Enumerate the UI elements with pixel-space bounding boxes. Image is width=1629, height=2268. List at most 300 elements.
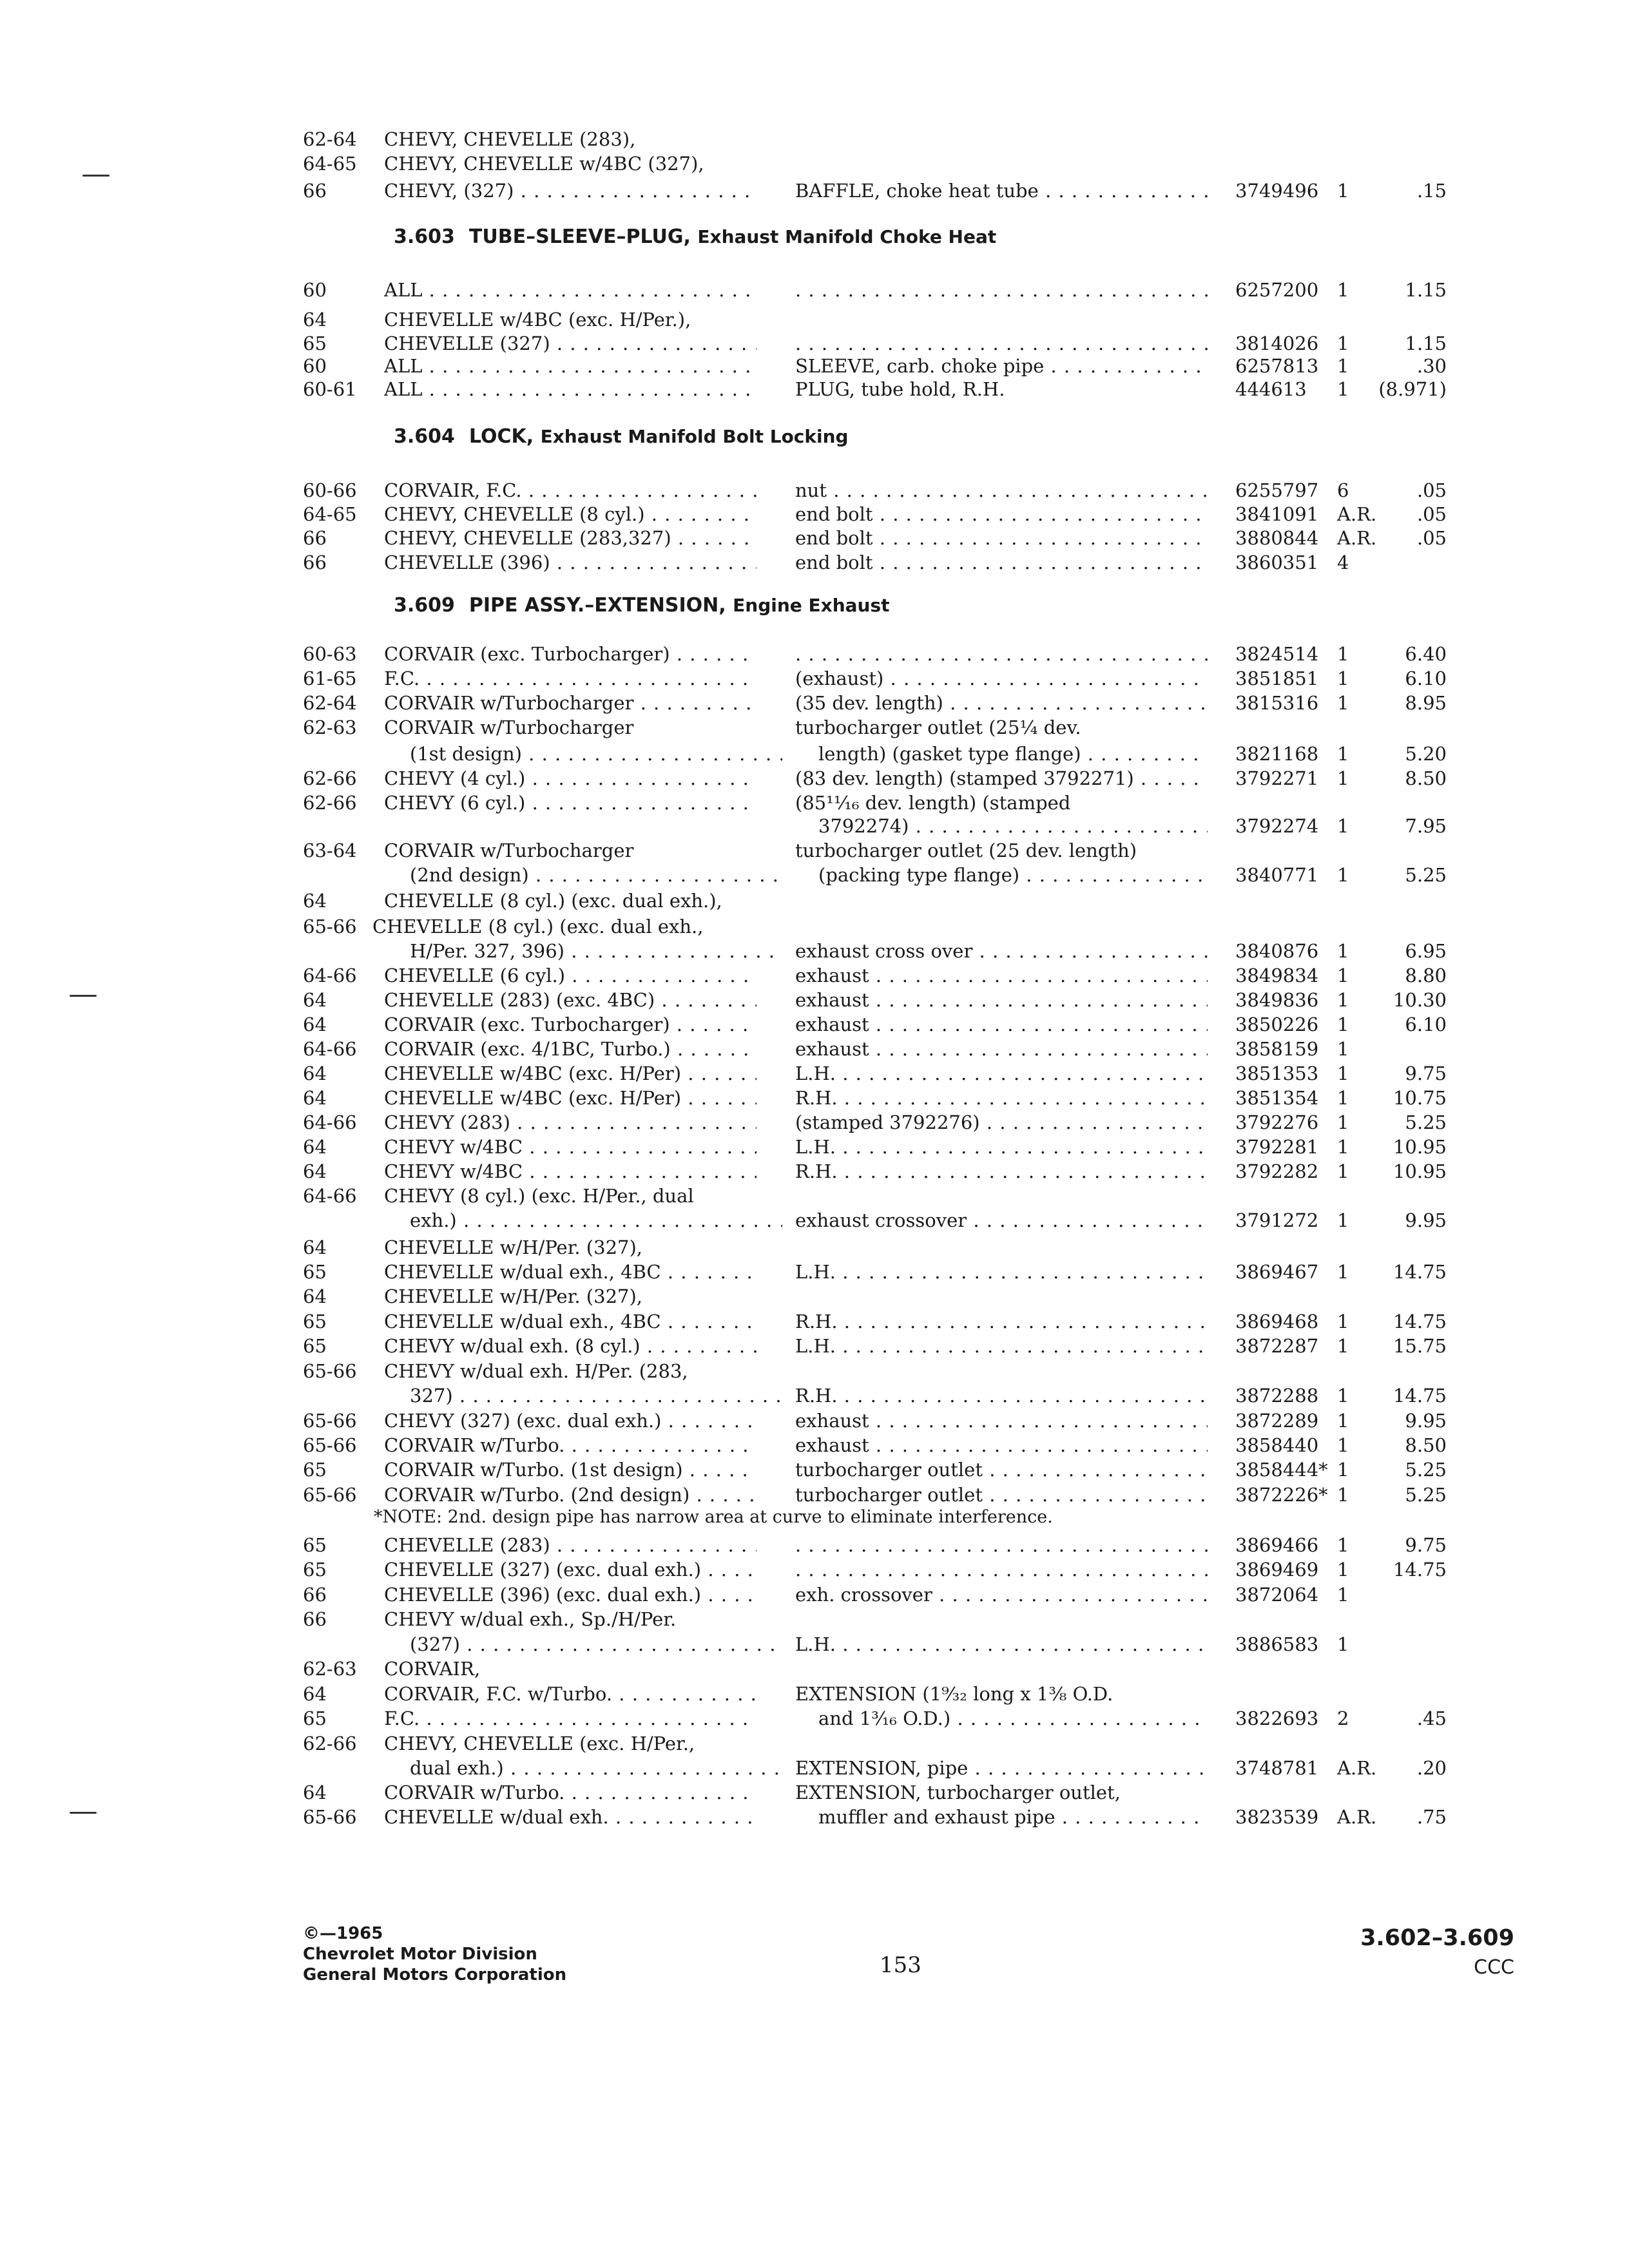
model-year: 64 (303, 1136, 327, 1158)
quantity: 6 (1337, 479, 1349, 501)
catalog-code: CCC (1474, 1956, 1514, 1979)
section-title: LOCK, (468, 425, 534, 448)
quantity: 1 (1337, 1633, 1349, 1655)
parts-row (0, 1183, 1629, 1209)
parts-row (0, 1383, 1629, 1408)
model-year: 62-64 (303, 692, 357, 714)
parts-row (0, 525, 1629, 551)
parts-row (0, 914, 1629, 939)
model-year: 64 (303, 1236, 327, 1258)
list-price: .30 (1416, 355, 1447, 377)
model-description: CORVAIR w/Turbocharger . . . (384, 690, 757, 716)
quantity: 1 (1337, 1038, 1349, 1060)
parts-row (0, 1804, 1629, 1830)
quantity: 1 (1337, 355, 1349, 377)
part-number: 3815316 (1235, 692, 1319, 714)
parts-row (0, 1333, 1629, 1359)
model-description: CHEVY, CHEVELLE (283,327) . . . (384, 525, 757, 551)
quantity: 1 (1337, 965, 1349, 986)
model-year: 62-66 (303, 767, 357, 789)
list-price: 6.10 (1405, 1014, 1447, 1035)
model-year: 63-64 (303, 840, 357, 861)
quantity: 1 (1337, 279, 1349, 301)
parts-row (0, 862, 1629, 888)
parts-row (0, 1036, 1629, 1062)
list-price: 8.50 (1405, 767, 1447, 789)
part-description: turbocharger outlet . . . (795, 1457, 1208, 1483)
part-number: 3822693 (1235, 1707, 1319, 1729)
part-number: 6257200 (1235, 279, 1319, 301)
model-year: 64-66 (303, 1038, 357, 1060)
parts-row (0, 1780, 1629, 1805)
list-price: 6.40 (1405, 643, 1447, 665)
copyright-text: ©—1965 (303, 1924, 383, 1943)
spacer (691, 226, 697, 248)
model-description: CHEVY, CHEVELLE w/4BC (327), (384, 153, 704, 175)
model-description: CORVAIR w/Turbo. (2nd design) . . . (384, 1482, 757, 1508)
quantity: 1 (1337, 668, 1349, 689)
model-description: CHEVY, CHEVELLE (exc. H/Per., (384, 1733, 695, 1754)
section-subtitle: Engine Exhaust (733, 595, 890, 616)
quantity: 1 (1337, 1534, 1349, 1556)
parts-row (0, 1283, 1629, 1309)
list-price: 14.75 (1393, 1385, 1447, 1407)
part-number: 3791272 (1235, 1209, 1319, 1231)
model-description: (1st design) . . . (410, 741, 782, 767)
list-price: (8.971) (1378, 378, 1447, 400)
model-year: 64 (303, 1683, 327, 1705)
part-number: 3872288 (1235, 1385, 1319, 1407)
part-description (795, 1557, 1208, 1582)
model-description: (327) . . . (410, 1631, 782, 1657)
parts-row (0, 1134, 1629, 1160)
model-year: 65 (303, 1459, 327, 1481)
parts-row (0, 277, 1629, 303)
parts-row (0, 331, 1629, 356)
part-number: 3851851 (1235, 668, 1319, 689)
part-description: (35 dev. length) . . . (795, 690, 1208, 716)
parts-row (0, 987, 1629, 1013)
parts-row (0, 1085, 1629, 1111)
part-description: R.H. . . . (795, 1085, 1208, 1111)
binder-hole-mark (70, 1812, 97, 1814)
part-description: BAFFLE, choke heat tube . . . (795, 178, 1208, 204)
list-price: .20 (1416, 1757, 1447, 1779)
parts-row (0, 741, 1629, 767)
quantity: 1 (1337, 989, 1349, 1011)
section-number: 3.609 (394, 594, 455, 617)
section-number: 3.603 (394, 226, 455, 248)
parts-row (0, 1309, 1629, 1334)
list-price: .75 (1416, 1806, 1447, 1828)
part-description: R.H. . . . (795, 1309, 1208, 1334)
model-description: CHEVELLE (327) (exc. dual exh.) . . . (384, 1557, 757, 1582)
model-year: 64 (303, 309, 327, 331)
part-description: R.H. . . . (795, 1158, 1208, 1184)
spacer (726, 594, 733, 617)
model-description: ALL . . . (384, 376, 757, 402)
quantity: 1 (1337, 1385, 1349, 1407)
section-heading (394, 224, 996, 250)
part-number: 6255797 (1235, 479, 1319, 501)
model-description: CHEVY, CHEVELLE (283), (384, 128, 636, 150)
section-reference (1360, 1922, 1514, 1981)
part-number: 3840771 (1235, 864, 1319, 886)
parts-row (0, 888, 1629, 914)
spacer (534, 425, 540, 448)
parts-row (0, 938, 1629, 964)
list-price: .15 (1416, 180, 1447, 202)
part-description: PLUG, tube hold, R.H. (795, 378, 1005, 400)
quantity: 1 (1337, 1062, 1349, 1084)
list-price: 5.25 (1405, 864, 1447, 886)
part-description: L.H. . . . (795, 1333, 1208, 1359)
list-price: .05 (1416, 527, 1447, 549)
part-description: turbocharger outlet (25¼ dev. (795, 716, 1081, 738)
part-description: EXTENSION (1⁹⁄₃₂ long x 1³⁄₈ O.D. (795, 1683, 1113, 1705)
model-description: CHEVELLE w/4BC (exc. H/Per) . . . (384, 1085, 757, 1111)
model-description: CHEVELLE (283) . . . (384, 1532, 757, 1558)
model-description: CHEVELLE w/dual exh. . . . (384, 1804, 757, 1830)
part-description: (packing type flange) . . . (818, 862, 1208, 888)
parts-row (0, 1656, 1629, 1682)
quantity: A.R. (1337, 1757, 1377, 1779)
part-number: 3821168 (1235, 743, 1319, 765)
part-description: SLEEVE, carb. choke pipe . . . (795, 353, 1208, 379)
model-description: CHEVELLE (8 cyl.) (exc. dual exh., (372, 916, 704, 937)
model-description: CORVAIR w/Turbocharger (384, 840, 634, 861)
part-description: length) (gasket type flange) . . . (818, 741, 1208, 767)
part-number: 3872226* (1235, 1484, 1328, 1506)
parts-row (0, 1482, 1629, 1508)
part-description: turbocharger outlet (25 dev. length) (795, 840, 1137, 861)
model-year: 64-65 (303, 153, 357, 175)
model-year: 65 (303, 1559, 327, 1581)
quantity: A.R. (1337, 1806, 1377, 1828)
part-number: 3858440 (1235, 1434, 1319, 1456)
part-number: 3748781 (1235, 1757, 1319, 1779)
part-number: 3824514 (1235, 643, 1319, 665)
model-description: 327) . . . (410, 1383, 782, 1408)
publisher-block (303, 1923, 566, 1985)
part-number: 3860351 (1235, 552, 1319, 573)
model-year: 65 (303, 1707, 327, 1729)
list-price: 9.75 (1405, 1534, 1447, 1556)
quantity: 1 (1337, 332, 1349, 354)
model-year: 65 (303, 332, 327, 354)
quantity: 4 (1337, 552, 1349, 573)
binder-hole-mark (70, 995, 97, 997)
list-price: 8.50 (1405, 1434, 1447, 1456)
parts-row (0, 1681, 1629, 1707)
corporation-text: General Motors Corporation (303, 1965, 567, 1984)
part-description: exhaust . . . (795, 1036, 1208, 1062)
model-year: 64-65 (303, 503, 357, 525)
part-description: and 1³⁄₁₆ O.D.) . . . (818, 1706, 1208, 1731)
parts-row (0, 666, 1629, 691)
quantity: 1 (1337, 767, 1349, 789)
part-description: exhaust . . . (795, 1408, 1208, 1434)
part-number: 3851354 (1235, 1087, 1319, 1109)
list-price: 6.95 (1405, 940, 1447, 962)
part-number: 3869468 (1235, 1311, 1319, 1332)
model-year: 60 (303, 355, 327, 377)
model-year: 64 (303, 989, 327, 1011)
quantity: A.R. (1337, 503, 1377, 525)
quantity: 1 (1337, 1014, 1349, 1035)
model-year: 65-66 (303, 1410, 357, 1432)
model-description: CORVAIR (exc. Turbocharger) . . . (384, 641, 757, 667)
model-description: CHEVELLE (327) . . . (384, 331, 757, 356)
model-year: 60 (303, 279, 327, 301)
model-year: 66 (303, 552, 327, 573)
quantity: 1 (1337, 743, 1349, 765)
model-description: CHEVELLE w/dual exh., 4BC . . . (384, 1259, 757, 1285)
part-description: EXTENSION, turbocharger outlet, (795, 1782, 1121, 1803)
quantity: 1 (1337, 1209, 1349, 1231)
part-number: 3792281 (1235, 1136, 1319, 1158)
parts-row (0, 501, 1629, 527)
binder-hole-mark (82, 175, 110, 177)
model-description: ALL . . . (384, 277, 757, 303)
model-year: 64-66 (303, 1111, 357, 1133)
parts-row (0, 1110, 1629, 1135)
quantity: A.R. (1337, 527, 1377, 549)
division-text: Chevrolet Motor Division (303, 1945, 537, 1964)
list-price: 15.75 (1393, 1335, 1447, 1357)
part-number: 3858444* (1235, 1459, 1328, 1481)
part-description: (exhaust) . . . (795, 666, 1208, 691)
part-number: 3792271 (1235, 767, 1319, 789)
model-year: 62-66 (303, 1733, 357, 1754)
parts-row (0, 715, 1629, 740)
quantity: 1 (1337, 1311, 1349, 1332)
part-description: exhaust . . . (795, 1012, 1208, 1037)
parts-row (0, 641, 1629, 667)
quantity: 1 (1337, 1584, 1349, 1606)
list-price: .05 (1416, 503, 1447, 525)
model-year: 64 (303, 1087, 327, 1109)
quantity: 1 (1337, 643, 1349, 665)
model-year: 65 (303, 1534, 327, 1556)
part-description: exhaust . . . (795, 1432, 1208, 1458)
part-description (795, 277, 1208, 303)
model-year: 60-66 (303, 479, 357, 501)
part-description: (85¹¹⁄₁₆ dev. length) (stamped (795, 792, 1071, 814)
section-heading (394, 424, 849, 450)
list-price: 14.75 (1393, 1311, 1447, 1332)
part-description: EXTENSION, pipe . . . (795, 1755, 1208, 1781)
model-year: 62-64 (303, 128, 357, 150)
parts-row (0, 126, 1629, 152)
list-price: 1.15 (1405, 279, 1447, 301)
model-year: 62-63 (303, 716, 357, 738)
model-description: dual exh.) . . . (410, 1755, 782, 1781)
part-number: 3880844 (1235, 527, 1319, 549)
model-description: exh.) . . . (410, 1207, 782, 1233)
part-number: 3858159 (1235, 1038, 1319, 1060)
list-price: 9.95 (1405, 1209, 1447, 1231)
model-year: 64-66 (303, 1185, 357, 1207)
quantity: 1 (1337, 1410, 1349, 1432)
model-description: CORVAIR, (384, 1658, 481, 1680)
quantity: 1 (1337, 1484, 1349, 1506)
list-price: 14.75 (1393, 1559, 1447, 1581)
model-year: 60-61 (303, 378, 357, 400)
model-year: 66 (303, 527, 327, 549)
list-price: .45 (1416, 1707, 1447, 1729)
part-description: turbocharger outlet . . . (795, 1482, 1208, 1508)
parts-row (0, 1755, 1629, 1781)
model-description: CHEVELLE w/4BC (exc. H/Per.), (384, 309, 691, 331)
part-description: nut . . . (795, 477, 1208, 503)
model-description: H/Per. 327, 396) . . . (410, 938, 782, 964)
list-price: 1.15 (1405, 332, 1447, 354)
quantity: 1 (1337, 180, 1349, 202)
model-description: CHEVY (283) . . . (384, 1110, 757, 1135)
part-description: R.H. . . . (795, 1383, 1208, 1408)
quantity: 1 (1337, 1111, 1349, 1133)
part-number: 3869467 (1235, 1261, 1319, 1283)
part-description: (stamped 3792276) . . . (795, 1110, 1208, 1135)
quantity: 1 (1337, 1459, 1349, 1481)
quantity: 2 (1337, 1707, 1349, 1729)
part-number: 3749496 (1235, 180, 1319, 202)
model-year: 64 (303, 890, 327, 912)
part-description: L.H. . . . (795, 1061, 1208, 1086)
model-description: CHEVY w/4BC . . . (384, 1158, 757, 1184)
part-number: 3792274 (1235, 815, 1319, 837)
part-description: L.H. . . . (795, 1259, 1208, 1285)
part-number: 3840876 (1235, 940, 1319, 962)
parts-row (0, 1582, 1629, 1608)
parts-row (0, 151, 1629, 177)
model-year: 65 (303, 1311, 327, 1332)
quantity: 1 (1337, 864, 1349, 886)
quantity: 1 (1337, 692, 1349, 714)
parts-row (0, 838, 1629, 863)
part-description: L.H. . . . (795, 1134, 1208, 1160)
part-number: 3850226 (1235, 1014, 1319, 1035)
part-description: (83 dev. length) (stamped 3792271) . . . (795, 765, 1208, 791)
design-note: *NOTE: 2nd. design pipe has narrow area at curve to eliminate interference. (374, 1507, 1053, 1527)
part-number: 3872289 (1235, 1410, 1319, 1432)
part-description: end bolt . . . (795, 525, 1208, 551)
parts-row (0, 376, 1629, 402)
section-range: 3.602–3.609 (1360, 1925, 1514, 1951)
model-year: 62-66 (303, 792, 357, 814)
quantity: 1 (1337, 1559, 1349, 1581)
list-price: 14.75 (1393, 1261, 1447, 1283)
model-description: CHEVELLE w/H/Per. (327), (384, 1236, 643, 1258)
parts-row (0, 307, 1629, 332)
part-description: exhaust cross over . . . (795, 938, 1208, 964)
model-description: CORVAIR (exc. Turbocharger) . . . (384, 1012, 757, 1037)
part-description (795, 641, 1208, 667)
model-year: 64 (303, 1014, 327, 1035)
part-number: 3823539 (1235, 1806, 1319, 1828)
model-description: ALL . . . (384, 353, 757, 379)
parts-row (0, 1532, 1629, 1558)
parts-row (0, 813, 1629, 839)
model-year: 61-65 (303, 668, 357, 689)
part-number: 3886583 (1235, 1633, 1319, 1655)
model-year: 64 (303, 1062, 327, 1084)
quantity: 1 (1337, 940, 1349, 962)
parts-row (0, 1557, 1629, 1582)
model-description: CORVAIR w/Turbo. . . . (384, 1432, 757, 1458)
section-number: 3.604 (394, 425, 455, 448)
model-description: CHEVELLE w/4BC (exc. H/Per) . . . (384, 1061, 757, 1086)
list-price: 7.95 (1405, 815, 1447, 837)
part-description (795, 1532, 1208, 1558)
model-description: CHEVY (8 cyl.) (exc. H/Per., dual (384, 1185, 694, 1207)
parts-row (0, 1731, 1629, 1756)
parts-row (0, 690, 1629, 716)
list-price: 10.75 (1393, 1087, 1447, 1109)
list-price: 10.30 (1393, 989, 1447, 1011)
list-price: 8.80 (1405, 965, 1447, 986)
part-description: L.H. . . . (795, 1631, 1208, 1657)
part-number: 6257813 (1235, 355, 1319, 377)
part-description: exhaust . . . (795, 987, 1208, 1013)
parts-row (0, 477, 1629, 503)
model-year: 65 (303, 1261, 327, 1283)
list-price: 6.10 (1405, 668, 1447, 689)
model-description: CHEVY, (327) . . . (384, 178, 757, 204)
parts-row (0, 1061, 1629, 1086)
parts-row (0, 1207, 1629, 1233)
parts-row (0, 1012, 1629, 1037)
model-description: CORVAIR, F.C. . . . (384, 477, 757, 503)
model-year: 66 (303, 1584, 327, 1606)
model-description: CHEVELLE (396) . . . (384, 550, 757, 575)
parts-row (0, 790, 1629, 816)
model-description: CHEVELLE (396) (exc. dual exh.) . . . (384, 1582, 757, 1608)
model-description: CHEVY w/dual exh. H/Per. (283, (384, 1360, 688, 1382)
model-year: 64 (303, 1285, 327, 1307)
model-description: CORVAIR w/Turbo. (1st design) . . . (384, 1457, 757, 1483)
model-description: F.C. . . . (384, 666, 757, 691)
parts-row (0, 1432, 1629, 1458)
list-price: 9.95 (1405, 1410, 1447, 1432)
model-year: 65-66 (303, 1434, 357, 1456)
list-price: .05 (1416, 479, 1447, 501)
parts-row (0, 1606, 1629, 1632)
part-number: 3872287 (1235, 1335, 1319, 1357)
part-number: 3849836 (1235, 989, 1319, 1011)
list-price: 10.95 (1393, 1160, 1447, 1182)
part-description: exh. crossover . . . (795, 1582, 1208, 1608)
model-description: CORVAIR w/Turbo. . . . (384, 1780, 757, 1805)
model-description: CHEVY (6 cyl.) . . . (384, 790, 757, 816)
list-price: 5.25 (1405, 1484, 1447, 1506)
parts-row (0, 1631, 1629, 1657)
model-description: CHEVY (327) (exc. dual exh.) . . . (384, 1408, 757, 1434)
model-year: 64-66 (303, 965, 357, 986)
part-description: end bolt . . . (795, 550, 1208, 575)
parts-row (0, 1358, 1629, 1384)
model-description: CHEVELLE w/dual exh., 4BC . . . (384, 1309, 757, 1334)
list-price: 9.75 (1405, 1062, 1447, 1084)
parts-row (0, 1158, 1629, 1184)
model-description: CORVAIR w/Turbocharger (384, 716, 634, 738)
list-price: 8.95 (1405, 692, 1447, 714)
model-description: CORVAIR, F.C. w/Turbo. . . . (384, 1681, 757, 1707)
part-number: 3814026 (1235, 332, 1319, 354)
parts-row (0, 1408, 1629, 1434)
model-description: CHEVY (4 cyl.) . . . (384, 765, 757, 791)
